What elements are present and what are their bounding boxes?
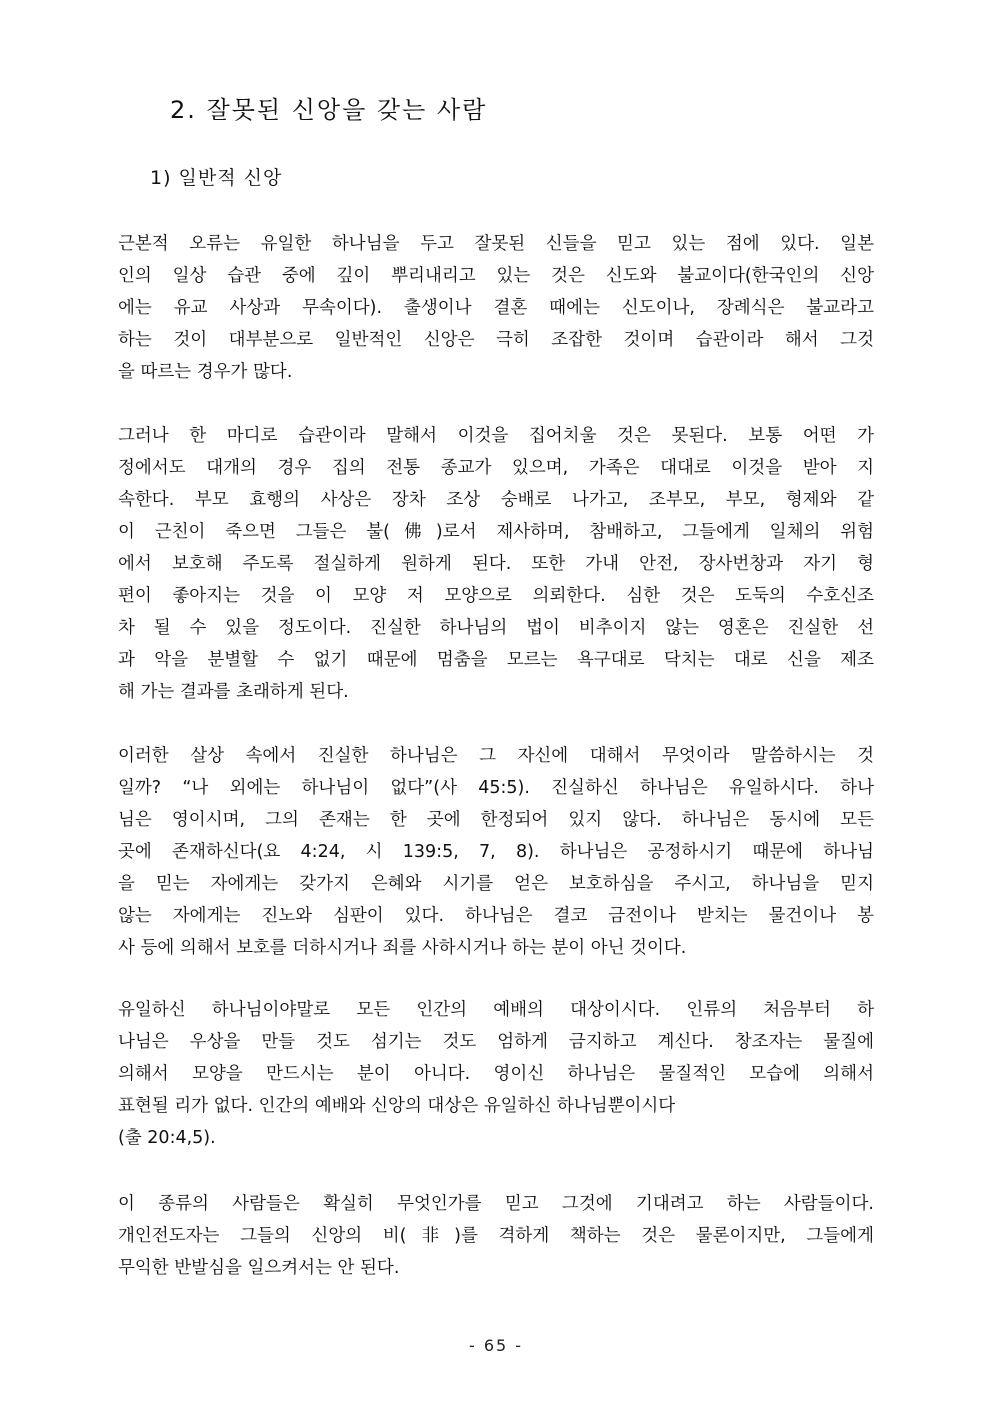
paragraph-line: 이러한 살상 속에서 진실한 하나님은 그 자신에 대해서 무엇이라 말씀하시는 것 xyxy=(118,746,874,766)
paragraph-5 xyxy=(118,1188,874,1284)
paragraph-line: 이 종류의 사람들은 확실히 무엇인가를 믿고 그것에 기대려고 하는 사람들이다. xyxy=(118,1194,874,1214)
paragraph-line: 근본적 오류는 유일한 하나님을 두고 잘못된 신들을 믿고 있는 점에 있다. 일본 xyxy=(118,234,874,254)
paragraph-line: 사 등에 의해서 보호를 더하시거나 죄를 사하시거나 하는 분이 아닌 것이다. xyxy=(118,938,687,958)
paragraph-line: 않는 자에게는 진노와 심판이 있다. 하나님은 결코 금전이나 받치는 물건이나 봉 xyxy=(118,906,874,926)
page-number: - 65 - xyxy=(468,1336,524,1355)
paragraph-line: 의해서 모양을 만드시는 분이 아니다. 영이신 하나님은 물질적인 모습에 의해서 xyxy=(118,1064,874,1084)
paragraph-line: 차 될 수 있을 정도이다. 진실한 하나님의 법이 비추이지 않는 영혼은 진실한 선 xyxy=(118,618,874,638)
paragraph-line: 을 믿는 자에게는 갖가지 은혜와 시기를 얻은 보호하심을 주시고, 하나님을 믿지 xyxy=(118,874,874,894)
paragraph-line: 유일하신 하나님이야말로 모든 인간의 예배의 대상이시다. 인류의 처음부터 하 xyxy=(118,1000,874,1020)
section-heading: 2. 잘못된 신앙을 갖는 사람 xyxy=(170,96,488,124)
paragraph-line: 해 가는 결과를 초래하게 된다. xyxy=(118,682,349,702)
paragraph-line: 일까? “나 외에는 하나님이 없다”(사 45:5). 진실하신 하나님은 유일하시다. 하나 xyxy=(118,778,874,798)
paragraph-line: 정에서도 대개의 경우 집의 전통 종교가 있으며, 가족은 대대로 이것을 받아 지 xyxy=(118,458,874,478)
paragraph-line: 나님은 우상을 만들 것도 섬기는 것도 엄하게 금지하고 계신다. 창조자는 물질에 xyxy=(118,1032,874,1052)
paragraph-line: 하는 것이 대부분으로 일반적인 신앙은 극히 조잡한 것이며 습관이라 해서 그것 xyxy=(118,330,874,350)
paragraph-line: 무익한 반발심을 일으켜서는 안 된다. xyxy=(118,1258,400,1278)
paragraph-line: 에서 보호해 주도록 절실하게 원하게 된다. 또한 가내 안전, 장사번창과 자기 형 xyxy=(118,554,874,574)
paragraph-line: 개인전도자는 그들의 신앙의 비(非)를 격하게 책하는 것은 물론이지만, 그들에게 xyxy=(118,1226,874,1246)
paragraph-line: 을 따르는 경우가 많다. xyxy=(118,362,293,382)
paragraph-line: 속한다. 부모 효행의 사상은 장차 조상 숭배로 나가고, 조부모, 부모, 형제와 같 xyxy=(118,490,874,510)
paragraph-line: 그러나 한 마디로 습관이라 말해서 이것을 집어치울 것은 못된다. 보통 어떤 가 xyxy=(118,426,874,446)
paragraph-line: 편이 좋아지는 것을 이 모양 저 모양으로 의뢰한다. 심한 것은 도둑의 수호신조 xyxy=(118,586,874,606)
paragraph-line: 곳에 존재하신다(요 4:24, 시 139:5, 7, 8). 하나님은 공정하시기 때문에 하나님 xyxy=(118,842,874,862)
paragraph-1 xyxy=(118,228,874,388)
paragraph-4 xyxy=(118,994,874,1154)
paragraph-3 xyxy=(118,740,874,964)
paragraph-line: 표현될 리가 없다. 인간의 예배와 신앙의 대상은 유일하신 하나님뿐이시다 xyxy=(118,1096,676,1116)
subsection-heading: 1) 일반적 신앙 xyxy=(150,167,283,189)
paragraph-line: 이 근친이 죽으면 그들은 불(佛)로서 제사하며, 참배하고, 그들에게 일체의 위험 xyxy=(118,522,874,542)
paragraph-line: 에는 유교 사상과 무속이다). 출생이나 결혼 때에는 신도이나, 장례식은 불교라고 xyxy=(118,298,874,318)
paragraph-line: 님은 영이시며, 그의 존재는 한 곳에 한정되어 있지 않다. 하나님은 동시에 모든 xyxy=(118,810,874,830)
paragraph-line: (출 20:4,5). xyxy=(118,1128,216,1148)
paragraph-line: 인의 일상 습관 중에 깊이 뿌리내리고 있는 것은 신도와 불교이다(한국인의 신앙 xyxy=(118,266,874,286)
paragraph-2 xyxy=(118,420,874,708)
paragraph-line: 과 악을 분별할 수 없기 때문에 멈춤을 모르는 욕구대로 닥치는 대로 신을 제조 xyxy=(118,650,874,670)
